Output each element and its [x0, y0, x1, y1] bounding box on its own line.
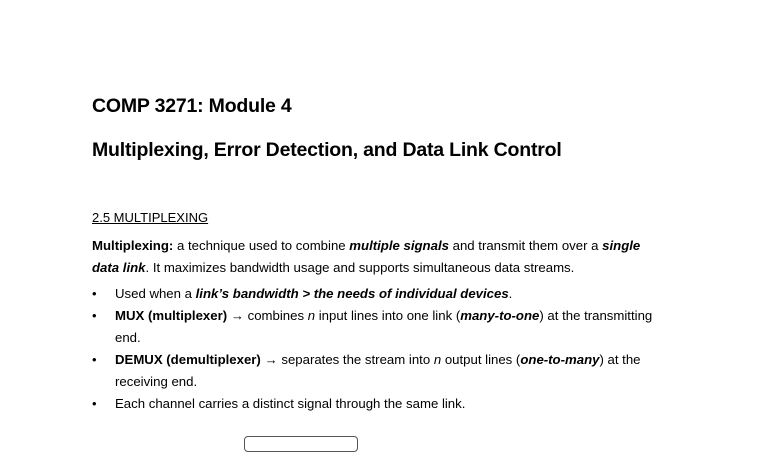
item-text: Used when a — [115, 286, 196, 301]
definition-paragraph — [92, 235, 692, 279]
item-term: MUX (multiplexer) — [115, 308, 228, 323]
item-text: output lines ( — [441, 352, 521, 367]
item-text: combines — [247, 308, 308, 323]
item-emphasis: link’s bandwidth > the needs of individual devices — [195, 286, 509, 301]
bullet-list — [92, 283, 732, 415]
list-item — [92, 349, 732, 393]
course-title: COMP 3271: Module 4 — [92, 95, 292, 117]
arrow-icon: → — [260, 352, 282, 367]
arrow-icon: → — [227, 308, 248, 323]
definition-emphasis: single — [602, 238, 641, 253]
definition-text: a technique used to combine — [173, 238, 350, 253]
item-text: . — [508, 286, 513, 301]
bullet-marker: • — [92, 396, 97, 411]
bullet-marker: • — [92, 308, 97, 323]
item-emphasis: many-to-one — [460, 308, 540, 323]
item-text: receiving end. — [115, 374, 198, 389]
list-item — [92, 283, 732, 305]
item-text: end. — [115, 330, 141, 345]
item-variable: n — [433, 352, 442, 367]
definition-text: . It maximizes bandwidth usage and supports simultaneous data streams. — [145, 260, 575, 275]
list-item — [92, 305, 732, 349]
list-item — [92, 393, 732, 415]
item-text: separates the stream into — [281, 352, 434, 367]
module-subtitle: Multiplexing, Error Detection, and Data Link Control — [92, 139, 562, 161]
definition-text: and transmit them over a — [448, 238, 603, 253]
definition-line-2 — [92, 257, 692, 279]
bullet-marker: • — [92, 286, 97, 301]
definition-line-1 — [92, 235, 692, 257]
item-emphasis: one-to-many — [520, 352, 600, 367]
bullet-marker: • — [92, 352, 97, 367]
item-text: Each channel carries a distinct signal through the same link. — [115, 396, 466, 411]
item-text: ) at the transmitting — [539, 308, 653, 323]
definition-emphasis: data link — [92, 260, 146, 275]
item-variable: n — [307, 308, 316, 323]
item-text: ) at the — [599, 352, 641, 367]
definition-emphasis: multiple signals — [349, 238, 449, 253]
item-text: input lines into one link ( — [315, 308, 461, 323]
item-term: DEMUX (demultiplexer) — [115, 352, 261, 367]
section-heading: 2.5 MULTIPLEXING — [92, 210, 209, 225]
diagram-box-partial — [244, 436, 358, 452]
definition-term: Multiplexing: — [92, 238, 174, 253]
